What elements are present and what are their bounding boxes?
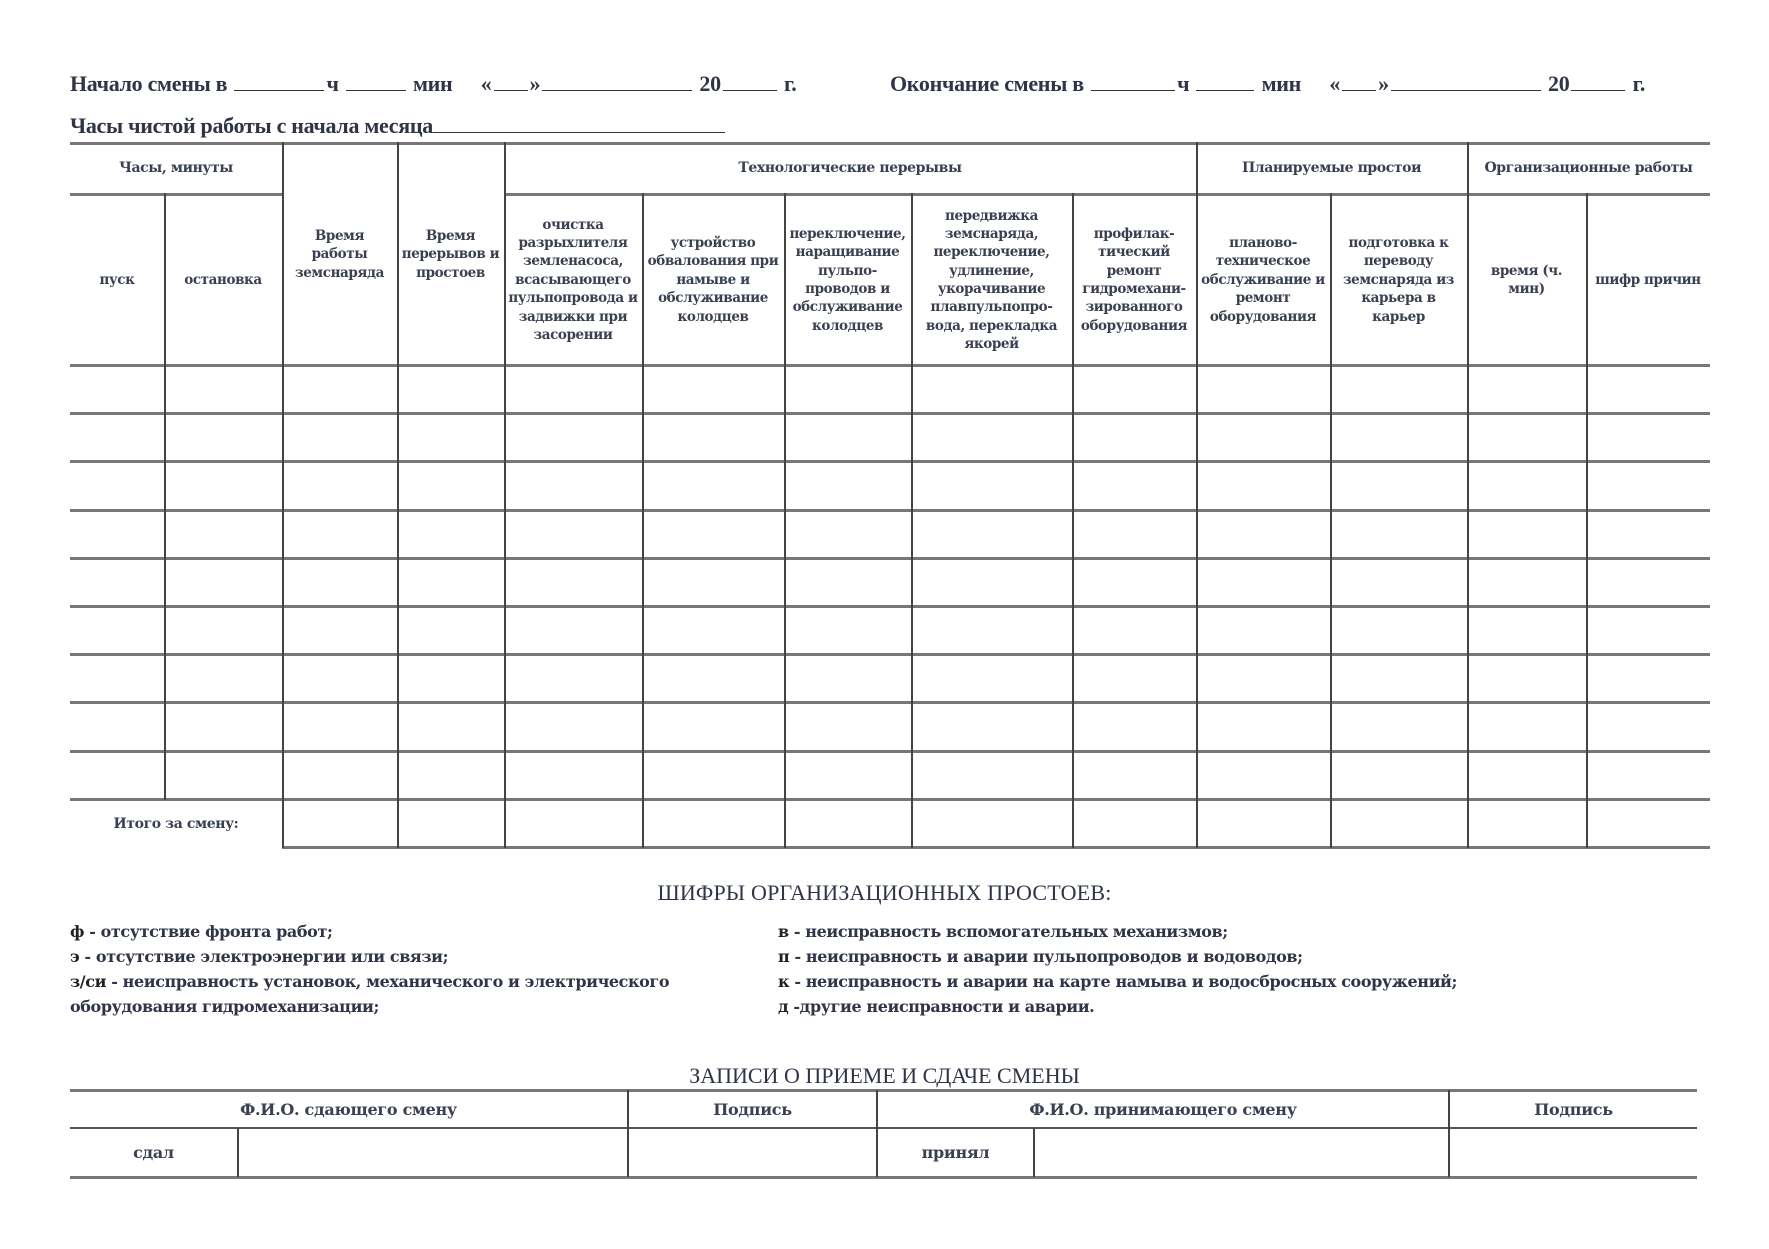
table-cell[interactable] — [284, 608, 397, 653]
table-cell[interactable] — [1332, 608, 1467, 653]
code-entry — [70, 972, 669, 991]
code-letter: ф — [70, 922, 85, 941]
table-cell[interactable] — [913, 656, 1072, 701]
table-cell[interactable] — [1198, 656, 1330, 701]
table-cell[interactable] — [913, 753, 1072, 798]
net-hours-field[interactable] — [433, 112, 725, 133]
table-cell[interactable] — [1588, 753, 1710, 798]
code-entry — [70, 922, 332, 941]
table-cell[interactable] — [1588, 463, 1710, 509]
table-cell[interactable] — [284, 656, 397, 701]
column-header-dredge-relocation: передвижка земснаряда, переключение, удлинение, укорачивание плавпульпопро-вода, перекладка якорей — [925, 207, 1058, 353]
table-cell[interactable] — [399, 608, 504, 653]
table-cell[interactable] — [72, 656, 164, 701]
minutes-unit: мин — [1261, 71, 1302, 96]
total-cell[interactable] — [399, 801, 504, 846]
table-cell[interactable] — [1198, 367, 1330, 412]
table-cell[interactable] — [1332, 560, 1467, 605]
quote-open: « — [480, 71, 492, 96]
table-cell[interactable] — [284, 415, 397, 460]
total-cell[interactable] — [506, 801, 642, 846]
table-cell[interactable] — [72, 560, 164, 605]
table-cell[interactable] — [506, 704, 642, 750]
giver-name-field[interactable] — [239, 1129, 627, 1176]
table-cell[interactable] — [644, 753, 784, 798]
table-cell[interactable] — [1074, 512, 1196, 557]
shift-end-label: Окончание смены в — [890, 71, 1084, 96]
table-cell[interactable] — [506, 753, 642, 798]
shift-start-minutes-field[interactable] — [346, 70, 406, 91]
table-cell[interactable] — [399, 367, 504, 412]
table-cell[interactable] — [399, 704, 504, 750]
quote-close: » — [529, 71, 541, 96]
table-cell[interactable] — [786, 608, 911, 653]
table-cell[interactable] — [284, 367, 397, 412]
shift-start-month-field[interactable] — [542, 70, 692, 91]
giver-sign-header: Подпись — [713, 1100, 792, 1119]
table-cell[interactable] — [399, 753, 504, 798]
table-cell[interactable] — [1588, 512, 1710, 557]
table-cell[interactable] — [166, 367, 282, 412]
net-hours-label: Часы чистой работы с начала месяца — [70, 113, 433, 138]
table-cell[interactable] — [913, 608, 1072, 653]
table-cell[interactable] — [166, 560, 282, 605]
table-cell[interactable] — [1332, 656, 1467, 701]
table-cell[interactable] — [786, 656, 911, 701]
table-cell[interactable] — [786, 512, 911, 557]
table-cell[interactable] — [166, 415, 282, 460]
shift-start-hours-field[interactable] — [234, 70, 324, 91]
table-cell[interactable] — [1198, 608, 1330, 653]
gave-label: сдал — [133, 1143, 174, 1162]
code-entry — [778, 922, 1228, 941]
total-cell[interactable] — [1198, 801, 1330, 846]
year-suffix: г. — [1632, 71, 1646, 96]
table-cell[interactable] — [166, 608, 282, 653]
table-cell[interactable] — [284, 753, 397, 798]
table-cell[interactable] — [786, 560, 911, 605]
table-cell[interactable] — [1588, 704, 1710, 750]
table-cell[interactable] — [786, 753, 911, 798]
table-cell[interactable] — [786, 463, 911, 509]
hours-unit: ч — [326, 71, 339, 96]
quote-open: « — [1329, 71, 1341, 96]
table-cell[interactable] — [166, 753, 282, 798]
table-cell[interactable] — [399, 415, 504, 460]
total-cell[interactable] — [284, 801, 397, 846]
giver-name-header: Ф.И.О. сдающего смену — [240, 1100, 457, 1119]
group-header-hours-minutes: Часы, минуты — [119, 160, 233, 177]
table-cell[interactable] — [1588, 608, 1710, 653]
code-letter: п — [778, 947, 790, 966]
table-cell[interactable] — [506, 512, 642, 557]
table-cell[interactable] — [506, 415, 642, 460]
table-cell[interactable] — [1074, 367, 1196, 412]
table-cell[interactable] — [72, 704, 164, 750]
giver-signature-field[interactable] — [629, 1129, 876, 1176]
table-cell[interactable] — [913, 463, 1072, 509]
table-cell[interactable] — [644, 463, 784, 509]
total-cell[interactable] — [913, 801, 1072, 846]
code-entry — [778, 947, 1303, 966]
shift-start-day-field[interactable] — [494, 70, 528, 91]
table-cell[interactable] — [72, 608, 164, 653]
table-cell[interactable] — [644, 560, 784, 605]
table-cell[interactable] — [1469, 560, 1586, 605]
table-cell[interactable] — [1469, 367, 1586, 412]
shift-start-year-field[interactable] — [723, 70, 777, 91]
column-header-reason-code: шифр причин — [1595, 271, 1701, 288]
column-header-start: пуск — [99, 271, 135, 288]
receiver-signature-field[interactable] — [1450, 1129, 1697, 1176]
table-cell[interactable] — [644, 704, 784, 750]
handover-title: ЗАПИСИ О ПРИЕМЕ И СДАЧЕ СМЕНЫ — [689, 1063, 1080, 1088]
total-label: Итого за смену: — [113, 816, 239, 833]
code-description: -другие неисправности и аварии. — [788, 997, 1095, 1016]
code-letter: к — [778, 972, 790, 991]
shift-end-month-field[interactable] — [1391, 70, 1541, 91]
shift-end-hours-field[interactable] — [1091, 70, 1175, 91]
table-cell[interactable] — [399, 656, 504, 701]
table-cell[interactable] — [506, 656, 642, 701]
net-hours-line — [70, 112, 727, 139]
table-cell[interactable] — [1332, 753, 1467, 798]
table-cell[interactable] — [1332, 704, 1467, 750]
table-cell[interactable] — [1198, 463, 1330, 509]
group-header-planned-idle: Планируемые простои — [1241, 160, 1422, 177]
table-cell[interactable] — [1469, 415, 1586, 460]
column-header-cleaning: очистка разрыхлителя земленасоса, всасывающего пульпопровода и задвижки при засорении — [508, 216, 638, 343]
code-description: - отсутствие фронта работ; — [84, 922, 333, 941]
table-cell[interactable] — [284, 704, 397, 750]
table-cell[interactable] — [786, 367, 911, 412]
table-cell[interactable] — [1198, 560, 1330, 605]
table-cell[interactable] — [1588, 367, 1710, 412]
table-cell[interactable] — [1469, 512, 1586, 557]
code-entry — [70, 997, 379, 1016]
table-cell[interactable] — [1074, 753, 1196, 798]
table-cell[interactable] — [1332, 367, 1467, 412]
table-cell[interactable] — [1198, 512, 1330, 557]
table-cell[interactable] — [72, 415, 164, 460]
shift-end-year-field[interactable] — [1571, 70, 1625, 91]
table-cell[interactable] — [72, 463, 164, 509]
table-cell[interactable] — [506, 367, 642, 412]
code-description: - неисправность вспомогательных механизмов; — [788, 922, 1228, 941]
table-cell[interactable] — [1074, 656, 1196, 701]
minutes-unit: мин — [412, 71, 453, 96]
codes-title: ШИФРЫ ОРГАНИЗАЦИОННЫХ ПРОСТОЕВ: — [657, 880, 1112, 905]
table-cell[interactable] — [506, 608, 642, 653]
table-cell[interactable] — [1074, 704, 1196, 750]
handover-bottom-border — [70, 1176, 1697, 1179]
quote-close: » — [1378, 71, 1389, 96]
group-header-org-works: Организационные работы — [1484, 160, 1693, 177]
table-cell[interactable] — [1332, 415, 1467, 460]
table-cell[interactable] — [1332, 463, 1467, 509]
shift-start-line — [70, 70, 796, 97]
table-cell[interactable] — [284, 463, 397, 509]
table-cell[interactable] — [72, 512, 164, 557]
total-cell[interactable] — [1332, 801, 1467, 846]
total-cell[interactable] — [1588, 801, 1710, 846]
table-cell[interactable] — [1074, 463, 1196, 509]
column-header-planned-maintenance: планово-техническое обслуживание и ремонт оборудования — [1201, 235, 1325, 325]
hours-unit: ч — [1177, 71, 1190, 96]
table-cell[interactable] — [1074, 560, 1196, 605]
column-header-pipeline-switching: переключение, наращивание пульпо-проводов и обслуживание колодцев — [789, 225, 906, 334]
column-header-break-idle-time: Время перерывов и простоев — [401, 227, 500, 281]
table-cell[interactable] — [166, 463, 282, 509]
table-cell[interactable] — [399, 512, 504, 557]
table-cell[interactable] — [913, 560, 1072, 605]
table-cell[interactable] — [399, 463, 504, 509]
code-letter: в — [778, 922, 789, 941]
table-cell[interactable] — [166, 512, 282, 557]
table-cell[interactable] — [913, 704, 1072, 750]
column-header-dredge-work-time: Время работы земснаряда — [295, 227, 384, 281]
column-header-stop: остановка — [184, 271, 262, 288]
table-cell[interactable] — [786, 415, 911, 460]
code-entry — [778, 972, 1457, 991]
total-cell[interactable] — [1074, 801, 1196, 846]
year-suffix: г. — [784, 71, 797, 96]
table-cell[interactable] — [1588, 560, 1710, 605]
table-cell[interactable] — [1469, 463, 1586, 509]
table-cell[interactable] — [284, 512, 397, 557]
table-cell[interactable] — [72, 753, 164, 798]
table-cell[interactable] — [1469, 656, 1586, 701]
receiver-name-field[interactable] — [1035, 1129, 1448, 1176]
receiver-sign-header: Подпись — [1534, 1100, 1613, 1119]
code-description: - неисправность и аварии пульпопроводов и водоводов; — [789, 947, 1303, 966]
year-prefix: 20 — [699, 71, 721, 96]
table-cell[interactable] — [1469, 608, 1586, 653]
column-header-org-time: время (ч. мин) — [1490, 262, 1563, 297]
table-cell[interactable] — [1198, 415, 1330, 460]
table-cell[interactable] — [506, 560, 642, 605]
table-cell[interactable] — [72, 367, 164, 412]
table-cell[interactable] — [644, 512, 784, 557]
total-cell[interactable] — [644, 801, 784, 846]
total-cell[interactable] — [786, 801, 911, 846]
column-header-transfer-prep: подготовка к переводу земснаряда из карьера в карьер — [1342, 235, 1455, 325]
table-cell[interactable] — [1074, 608, 1196, 653]
table-cell[interactable] — [399, 560, 504, 605]
table-cell[interactable] — [1469, 753, 1586, 798]
table-cell[interactable] — [913, 415, 1072, 460]
code-description: оборудования гидромеханизации; — [70, 997, 380, 1016]
table-cell[interactable] — [1588, 656, 1710, 701]
table-cell[interactable] — [1198, 753, 1330, 798]
table-cell[interactable] — [644, 415, 784, 460]
code-letter: з/си — [70, 972, 107, 991]
table-cell[interactable] — [506, 463, 642, 509]
table-cell[interactable] — [1074, 415, 1196, 460]
shift-end-day-field[interactable] — [1342, 70, 1376, 91]
receiver-name-header: Ф.И.О. принимающего смену — [1029, 1100, 1297, 1119]
table-cell[interactable] — [786, 704, 911, 750]
shift-start-label: Начало смены в — [70, 71, 228, 96]
table-cell[interactable] — [1469, 704, 1586, 750]
table-cell[interactable] — [166, 704, 282, 750]
table-cell[interactable] — [644, 656, 784, 701]
table-cell[interactable] — [1588, 415, 1710, 460]
table-cell[interactable] — [913, 512, 1072, 557]
code-letter: э — [70, 947, 80, 966]
table-cell[interactable] — [166, 656, 282, 701]
table-cell[interactable] — [1198, 704, 1330, 750]
code-description: - неисправность установок, механического и электрического — [106, 972, 670, 991]
total-bottom-border — [282, 846, 1710, 849]
table-cell[interactable] — [1332, 512, 1467, 557]
received-label: принял — [921, 1143, 990, 1162]
group-header-tech-breaks: Технологические перерывы — [738, 160, 962, 177]
table-cell[interactable] — [644, 608, 784, 653]
column-header-preventive-repair: профилак-тический ремонт гидромехани-зированного оборудования — [1080, 225, 1188, 334]
code-description: - неисправность и аварии на карте намыва и водосбросных сооружений; — [789, 972, 1458, 991]
code-description: - отсутствие электроэнергии или связи; — [79, 947, 449, 966]
column-header-embankment: устройство обвалования при намыве и обслуживание колодцев — [647, 235, 779, 325]
year-prefix: 20 — [1548, 71, 1570, 96]
code-entry — [70, 947, 448, 966]
shift-end-minutes-field[interactable] — [1196, 70, 1254, 91]
table-cell[interactable] — [284, 560, 397, 605]
total-cell[interactable] — [1469, 801, 1586, 846]
code-letter: д — [778, 997, 789, 1016]
code-entry — [778, 997, 1094, 1016]
shift-end-line — [890, 70, 1645, 97]
table-cell[interactable] — [644, 367, 784, 412]
table-cell[interactable] — [913, 367, 1072, 412]
